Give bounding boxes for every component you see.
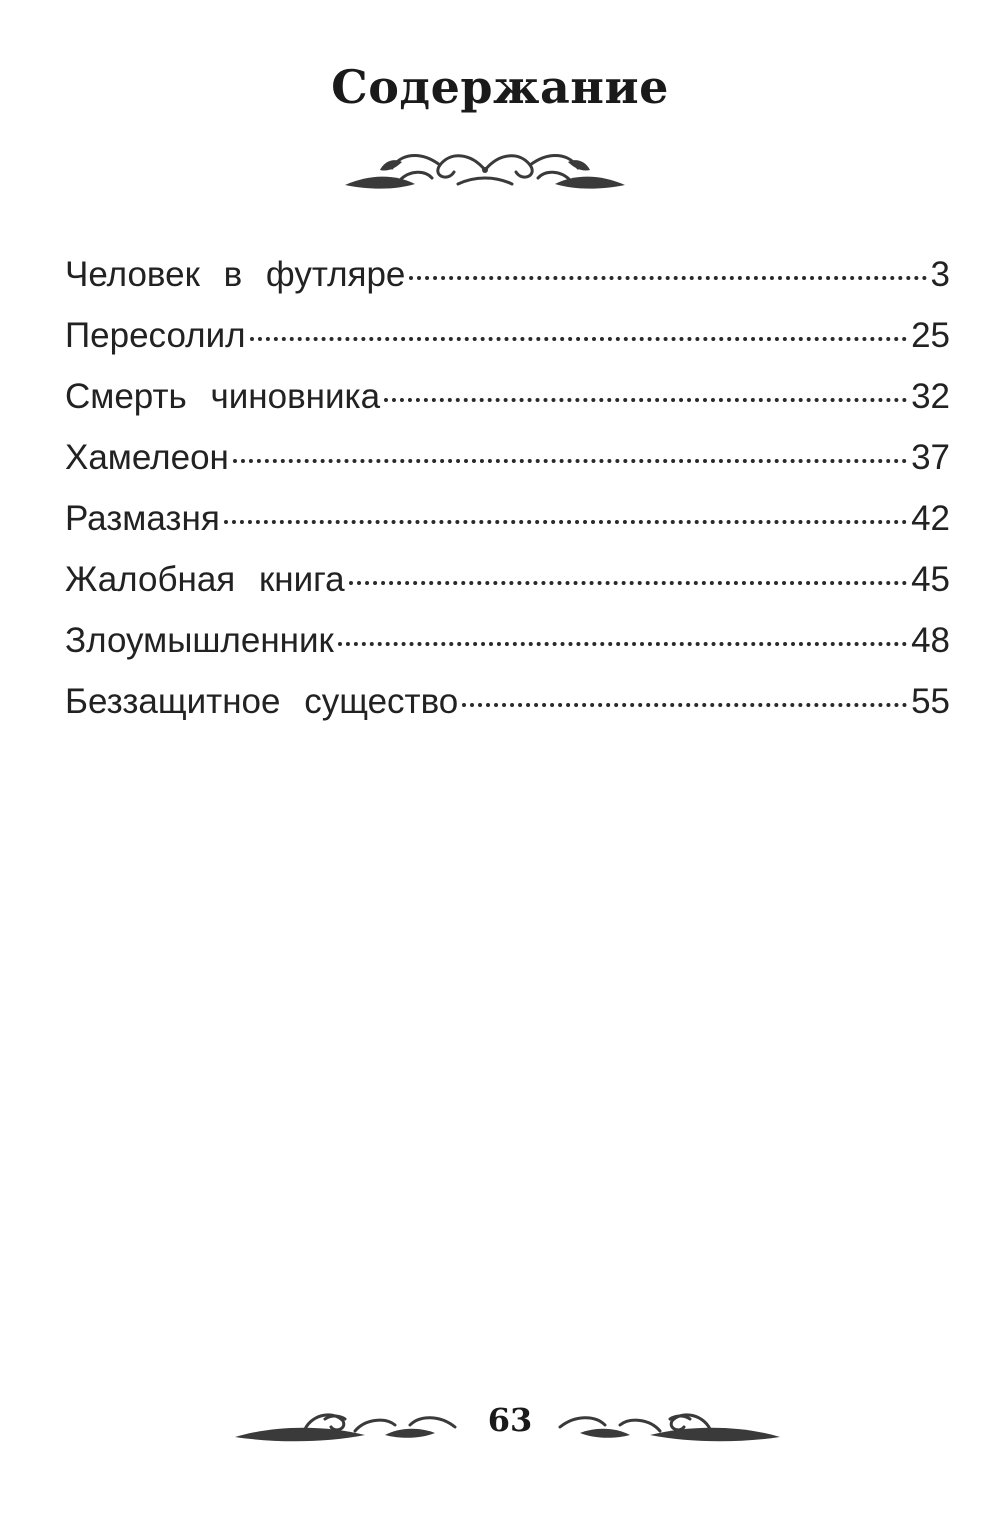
toc-entry — [65, 255, 950, 316]
toc-entry-page: 32 — [911, 377, 950, 416]
toc-entry-title: Смерть чиновника — [65, 377, 381, 416]
toc-entry — [65, 316, 950, 377]
dot-leader — [409, 276, 926, 280]
page-title: Содержание — [331, 60, 669, 114]
dot-leader — [233, 459, 907, 463]
flourish-ornament-icon — [340, 140, 630, 200]
page-number: 63 — [487, 1401, 533, 1439]
toc-entry-page: 3 — [930, 255, 950, 294]
toc-entry-title: Человек в футляре — [65, 255, 406, 294]
dot-leader — [338, 642, 907, 646]
toc-entry — [65, 499, 950, 560]
dot-leader — [462, 703, 907, 707]
dot-leader — [224, 520, 907, 524]
toc-entry — [65, 682, 950, 743]
flourish-ornament-icon — [550, 1405, 780, 1450]
toc-entry-page: 45 — [911, 560, 950, 599]
toc-entry-page: 55 — [911, 682, 950, 721]
toc-entry-page: 37 — [911, 438, 950, 477]
toc-entry — [65, 621, 950, 682]
toc-entry-title: Хамелеон — [65, 438, 229, 477]
toc-entry-title: Жалобная книга — [65, 560, 345, 599]
toc-entry-title: Пересолил — [65, 316, 246, 355]
flourish-ornament-icon — [235, 1405, 465, 1450]
dot-leader — [384, 398, 907, 402]
dot-leader — [250, 337, 908, 341]
table-of-contents — [65, 255, 950, 743]
toc-entry-page: 25 — [911, 316, 950, 355]
toc-entry-page: 42 — [911, 499, 950, 538]
toc-entry-title: Злоумышленник — [65, 621, 334, 660]
toc-entry — [65, 377, 950, 438]
dot-leader — [349, 581, 907, 585]
toc-entry — [65, 438, 950, 499]
toc-entry — [65, 560, 950, 621]
toc-entry-title: Размазня — [65, 499, 220, 538]
toc-entry-page: 48 — [911, 621, 950, 660]
toc-entry-title: Беззащитное существо — [65, 682, 459, 721]
page-footer — [0, 1395, 1000, 1465]
